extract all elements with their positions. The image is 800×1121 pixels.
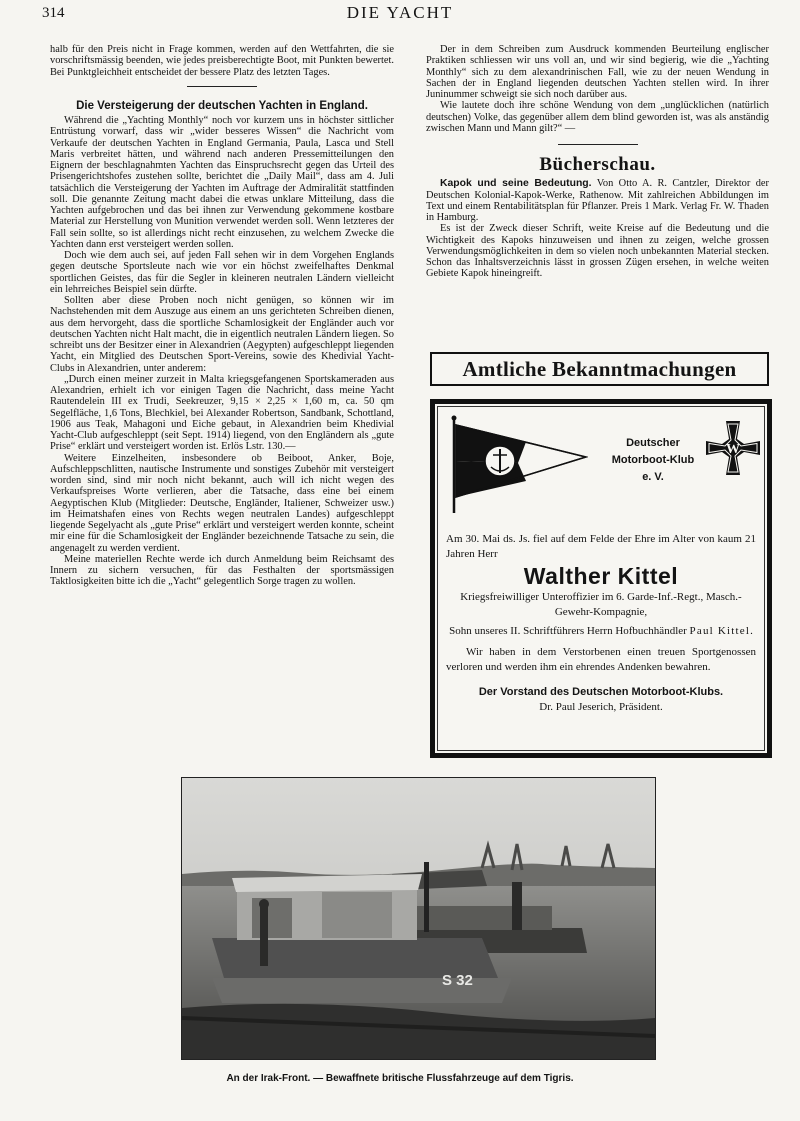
book-details: Von Otto A. R. Cantzler, Direktor der Deutschen Kolonial-Kapok-Werke, Rathenow. Mit zahlreichen Abbildungen im Text und einem Rentabilitätsplan für Pflanzer. Preis 1 Mark. Verlag Fr. W. Thaden in Hamburg.	[426, 178, 769, 223]
tigris-boats-photo	[181, 777, 656, 1060]
club-name: Deutscher Motorboot-Klub e. V.	[611, 437, 695, 483]
rank-text: Kriegsfreiwilliger Unteroffizier im 6. Garde-Inf.-Regt., Masch.-Gewehr-Kompagnie,	[460, 591, 742, 618]
books-heading: Bücherschau.	[539, 154, 656, 175]
right-column	[426, 44, 769, 280]
mourning-text: Wir haben in dem Verstorbenen einen treuen Sportgenossen verloren und werden ihm ein ehrendes Andenken bewahren.	[446, 646, 756, 673]
announcement-text: Am 30. Mai ds. Js. fiel auf dem Felde der Ehre im Alter von kaum 21 Jahren Herr	[446, 533, 756, 560]
book-title: Kapok und seine Bedeutung.	[440, 178, 592, 190]
left-column	[50, 44, 394, 588]
article-paragraph: Wie lautete doch ihre schöne Wendung von dem „unglücklichen (natürlich deutschen) Volke, das gegenüber allem dem blind geworden ist, was als anständig zwischen Mann und Mann gilt?“ —	[426, 100, 769, 134]
signature-board: Der Vorstand des Deutschen Motorboot-Klubs.	[478, 686, 724, 698]
father-name: Paul Kittel	[689, 625, 751, 637]
iron-cross-icon	[704, 419, 762, 477]
page-number: 314	[42, 5, 65, 21]
club-pennant-icon	[448, 415, 588, 515]
book-review: Es ist der Zweck dieser Schrift, weite Kreise auf die Bedeutung und die Wichtigkeit des Kapoks hinzuweisen und ihnen zu zeigen, welche grossen Verwendungsmöglichkeiten in dem so vielen noch unbekannten Material stecken. Schon das Inhaltsverzeichnis lässt in grossen Zügen ersehen, in welche weiten Gebiete Kapok hineingreift.	[426, 223, 769, 280]
notices-banner: Amtliche Bekanntmachungen	[430, 352, 769, 386]
article-heading: Die Versteigerung der deutschen Yachten in England.	[76, 99, 368, 112]
relation-text: Sohn unseres II. Schriftführers Herrn Hofbuchhändler Paul Kittel.	[449, 625, 753, 637]
article-paragraph: Während die „Yachting Monthly“ noch vor kurzem uns in höchster sittlicher Entrüstung vorwarf, dass wir „wider besseres Wissen“ die Nachricht vom Verkaufe der deutschen Yachten in England Germania, Paula, Lasca und Stell Maris verbreitet hätten, und während nach anderen Pressemitteilungen den Eignern der beschlagnahmten Yachten das Einspruchsrecht gegen das Urteil des Prisengerichtshofes zustehen sollte, berichtet die „Daily Mail“, dass am 4. Juli tatsächlich die Versteigerung der Yachten im Auftrage der Admiralität stattfinden soll. Die genannte Zeitung macht dabei die etwas unklare Mitteilung, dass die Yachten aufgebrochen und das bei ihnen zur Verwendung gekommene kostbare Material zur Herstellung von Munition verwendet werden soll. Wenn letzteres der Fall sein sollte, so ist allerdings nicht recht einzusehen, zu welchem Zwecke die Yachten dann erst versteigert werden sollen.	[50, 115, 394, 250]
hull-number: S 32	[442, 972, 473, 989]
cross-letter: W	[726, 442, 740, 457]
section-divider	[187, 86, 257, 87]
fallen-name: Walther Kittel	[523, 563, 679, 589]
letter-quote-paragraph: „Durch einen meiner zurzeit in Malta kriegsgefangenen Sportskameraden aus Alexandrien, erhielt ich vor einigen Tagen die Nachricht, dass meine Yacht Rautendelein III ex Trudi, Seekreuzer, 9,15 × 2,25 × 1,60 m, ca. 50 qm Segelfläche, 1,6 Tons, Blechkiel, bei Alexander Robertson, Sandbank, Schottland, 1906 aus Teak, Mahagoni und Eiche gebaut, in Alexandrien beim Khedivial Yacht-Club aufgeschleppt (seit Sept. 1914) liegend, von den Engländern als „gute Prise“ erklärt und versteigert worden ist. Erlös Lstr. 130.—	[50, 373, 394, 453]
notice-text	[446, 532, 756, 715]
running-title: DIE YACHT	[346, 3, 454, 22]
article-paragraph: Sollten aber diese Proben noch nicht genügen, so können wir im Nachstehenden mit dem Auszuge aus einem an uns gerichteten Schreiben dienen, aus dem hervorgeht, dass die sportliche Schamlosigkeit der Engländer auch vor deutschen Yachten nicht Halt macht, die in eigentlich neutralen Ländern liegen. So schreibt uns der Besitzer einer in Alexandrien (Aegypten) aufgeschleppt liegenden Yacht, ein Mitglied des Deutschen Sport-Vereins, sowie des Khedivial Yacht-Clubs in Alexandrien, unter anderem:	[50, 295, 394, 374]
article-paragraph: Der in dem Schreiben zum Ausdruck kommenden Beurteilung englischer Praktiken schliessen wir uns voll an, und wir sind begierig, wie die „Yachting Monthly“ sich zu dem alexandrinischen Fall, wie zu der neuen Wendung in Sachen der in England liegenden deutschen Yachten stellen wird. In ihrer Juninummer schweigt sie sich noch darüber aus.	[426, 44, 769, 100]
section-divider	[558, 144, 638, 145]
letter-quote-paragraph: Weitere Einzelheiten, insbesondere ob Beiboot, Anker, Boje, Aufschleppschlitten, nautische Instrumente und sonstiges Zubehör mit versteigert worden sind, sind mir noch nicht bekannt, auch will ich nicht wegen des Verkaufspreises Worte verlieren, aber die Tatsache, dass eine bei einem Aegyptischen Klub (Mitglieder: Deutsche, Engländer, Italiener, Schweizer usw.) im Heimatshafen eines von Rechts wegen neutralen Landes) aufgeschleppt liegende Segelyacht als „gute Prise“ erklärt und versteigert werden konnte, scheint mir eine für die Schamlosigkeit der Engländer bezeichnende Tatsache zu sein, die angenagelt zu werden verdient.	[50, 452, 394, 554]
signature-person: Dr. Paul Jeserich, Präsident.	[539, 701, 663, 713]
intro-paragraph: halb für den Preis nicht in Frage kommen, werden auf den Wettfahrten, die sie vorschriftsmässig beenden, wie jedes preisberechtigte Boot, mit Punkten bewertet. Bei Punktgleichheit entscheidet der bessere Platz des letzten Tages.	[50, 44, 394, 78]
book-entry	[426, 178, 769, 223]
death-notice-box	[430, 399, 772, 758]
article-paragraph: Doch wie dem auch sei, auf jeden Fall sehen wir in dem Vorgehen Englands gegen deutsche Sportsleute nach wie vor ein höchst zweifelhaftes Denkmal sportlichen Geistes, das für die Segler in kleineren neutralen Ländern vielleicht ein lehrreiches Beispiel sein dürfte.	[50, 250, 394, 295]
letter-quote-paragraph: Meine materiellen Rechte werde ich durch Anmeldung beim Reichsamt des Innern zu sichern versuchen, für das Festhalten der sportsmässigen Taktlosigkeiten bitte ich die „Yacht“ gelegentlich Sorge tragen zu wollen.	[50, 553, 394, 588]
photo-caption: An der Irak-Front. — Bewaffnete britische Flussfahrzeuge auf dem Tigris.	[226, 1073, 574, 1084]
